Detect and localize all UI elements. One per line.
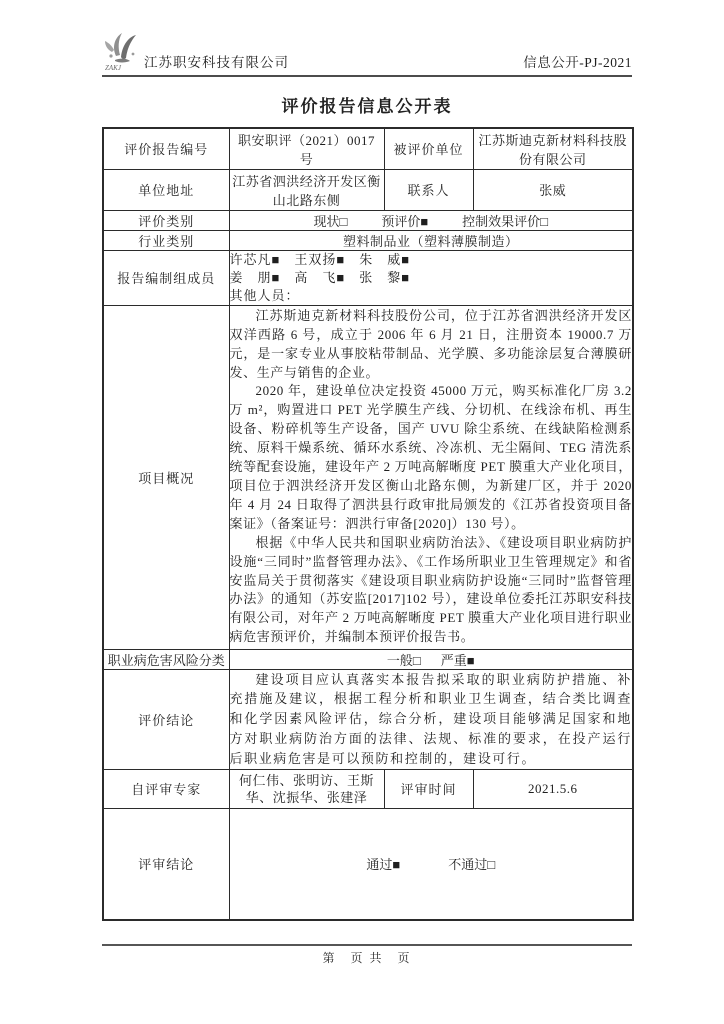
overview-paragraph-1: 江苏斯迪克新材料科技股份公司，位于江苏省泗洪经济开发区双洋西路 6 号，成立于 2006 年 6 月 21 日，注册资本 19000.7 万元，是一家专业从事胶粘带制品、光学膜、多功能涂层复合薄膜研发、生产与销售的企业。 (229, 307, 632, 380)
review-options-cell (229, 808, 633, 920)
company-name: 江苏职安科技有限公司 (144, 55, 289, 70)
review-result-label: 评审结论 (103, 808, 229, 920)
address-label: 单位地址 (103, 169, 229, 210)
team-line-2: 姜 朋■ 高 飞■ 张 黎■ (229, 269, 411, 285)
evaluated-unit-label: 被评价单位 (384, 128, 473, 169)
report-no-value: 职安职评（2021）0017 号 (229, 128, 384, 169)
team-line-3: 其他人员： (229, 287, 300, 303)
industry-label: 行业类别 (103, 230, 229, 250)
table-row (103, 128, 633, 169)
header-left (102, 30, 289, 72)
category-option-pre: 预评价■ (381, 213, 429, 229)
risk-options (230, 650, 633, 669)
address-value: 江苏省泗洪经济开发区衡山北路东侧 (229, 169, 384, 210)
review-option-fail: 不通过□ (448, 857, 496, 873)
review-time-label: 评审时间 (384, 769, 473, 808)
risk-option-general: 一般□ (386, 652, 421, 668)
document-code: 信息公开-PJ-2021 (523, 55, 632, 70)
table-row (103, 230, 633, 250)
overview-paragraph-3: 根据《中华人民共和国职业病防治法》、《建设项目职业病防护设施“三同时”监督管理办法》、《工作场所职业卫生管理规定》和省安监局关于贯彻落实《建设项目职业病防护设施“三同时”监督管理办法》的通知（苏安监[2017]102 号），建设单位委托江苏职安科技有限公司，对年产 2 万吨高解晰度 PET 膜重大产业化项目进行职业病危害预评价，并编制本预评价报告书。 (229, 534, 632, 645)
contact-value: 张威 (473, 169, 633, 210)
table-row (103, 769, 633, 808)
risk-options-cell (229, 649, 633, 669)
team-label: 报告编制组成员 (103, 250, 229, 305)
overview-paragraph-2: 2020 年，建设单位决定投资 45000 万元，购买标准化厂房 3.2 万 m²，购置进口 PET 光学膜生产线、分切机、在线涂布机、再生设备、粉碎机等生产设备，国产 UVU 除尘系统、在线缺陷检测系统、原料干燥系统、循环水系统、冷冻机、无尘隔间、TEG 清洗系统等配套设施，建设年产 2 万吨高解晰度 PET 膜重大产业化项目，项目位于泗洪经济开发区衡山北路东侧，为新建厂区，并于 2020 年 4 月 24 日取得了泗洪县行政审批局颁发的《江苏省投资项目备案证》（备案证号：泗洪行审备[2020]）130 号）。 (229, 383, 632, 531)
category-option-current: 现状□ (313, 213, 348, 229)
report-no-label: 评价报告编号 (103, 128, 229, 169)
conclusion-text: 建设项目应认真落实本报告拟采取的职业病防护措施、补充措施及建议，根据工程分析和职业卫生调查，结合类比调查和化学因素风险评估，综合分析，建设项目能够满足国家和地方对职业病防治方面的法律、法规、标准的要求，在投产运行后职业病危害是可以预防和控制的，建设可行。 (229, 671, 632, 766)
disclosure-table (102, 127, 634, 921)
evaluated-unit-value: 江苏斯迪克新材料科技股份有限公司 (473, 128, 633, 169)
table-row (103, 669, 633, 769)
category-option-control: 控制效果评价□ (462, 213, 549, 229)
conclusion-label: 评价结论 (103, 669, 229, 769)
category-label: 评价类别 (103, 210, 229, 230)
overview-label: 项目概况 (103, 305, 229, 649)
team-line-1: 许芯凡■ 王双扬■ 朱 威■ (229, 251, 411, 267)
table-row (103, 649, 633, 669)
company-logo-icon (102, 30, 142, 72)
table-row (103, 808, 633, 920)
page-number-line: 第 页 共 页 (322, 951, 412, 965)
table-row (103, 210, 633, 230)
contact-label: 联系人 (384, 169, 473, 210)
table-row (103, 250, 633, 305)
experts-value: 何仁伟、张明访、王斯华、沈振华、张建泽 (229, 769, 384, 808)
table-row (103, 169, 633, 210)
team-members-cell (229, 250, 633, 305)
review-time-value: 2021.5.6 (473, 769, 633, 808)
risk-label: 职业病危害风险分类 (103, 649, 229, 669)
experts-label: 自评审专家 (103, 769, 229, 808)
industry-value: 塑料制品业（塑料薄膜制造） (229, 230, 633, 250)
overview-cell (229, 305, 633, 649)
page-footer (102, 944, 632, 966)
table-row (103, 305, 633, 649)
conclusion-cell (229, 669, 633, 769)
page-content (102, 0, 632, 921)
category-options (230, 211, 633, 230)
review-options (230, 854, 633, 873)
review-option-pass: 通过■ (366, 857, 401, 873)
category-options-cell (229, 210, 633, 230)
form-title: 评价报告信息公开表 (281, 97, 453, 116)
logo-text: ZAKJ (105, 64, 121, 72)
risk-option-severe: 严重■ (440, 652, 475, 668)
page-header (102, 30, 632, 77)
